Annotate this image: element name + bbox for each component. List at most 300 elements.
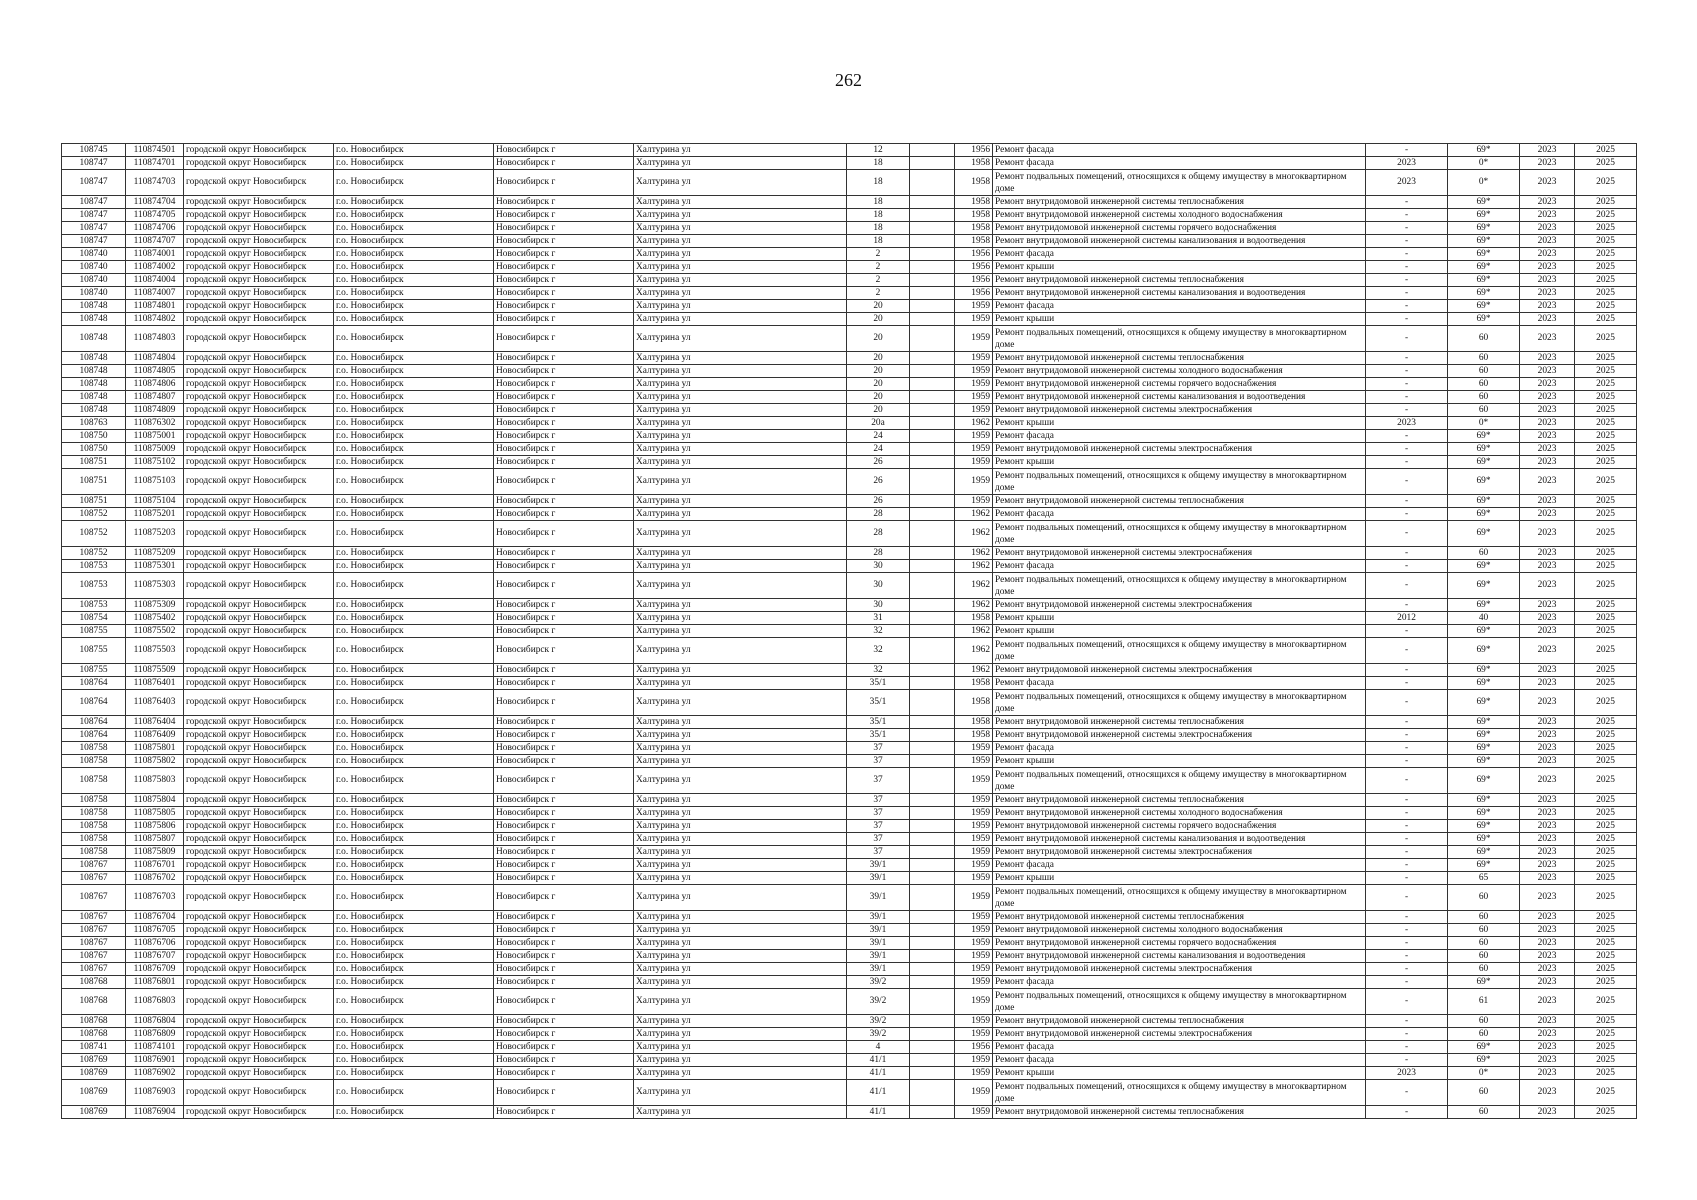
wear-value-cell: 60 — [1448, 352, 1520, 365]
house-number-cell: 41/1 — [847, 1067, 910, 1080]
plan-end-cell: 2025 — [1575, 352, 1637, 365]
house-number-cell: 24 — [847, 443, 910, 456]
district-cell: городской округ Новосибирск — [184, 352, 334, 365]
plan-start-cell: 2023 — [1520, 144, 1575, 157]
table-row — [62, 391, 1637, 404]
plan-end-cell: 2025 — [1575, 755, 1637, 768]
plan-end-cell: 2025 — [1575, 404, 1637, 417]
plan-start-cell: 2023 — [1520, 1080, 1575, 1106]
plan-end-cell: 2025 — [1575, 742, 1637, 755]
municipality-cell: г.о. Новосибирск — [334, 638, 494, 664]
city-cell: Новосибирск г — [494, 690, 634, 716]
table-row — [62, 560, 1637, 573]
wear-value-cell: 69* — [1448, 573, 1520, 599]
empty-cell — [910, 300, 955, 313]
empty-cell — [910, 508, 955, 521]
build-year-cell: 1956 — [955, 144, 993, 157]
last-repair-year-cell: - — [1366, 794, 1448, 807]
plan-start-cell: 2023 — [1520, 1106, 1575, 1119]
building-id-cell: 108752 — [62, 521, 126, 547]
house-number-cell: 20 — [847, 326, 910, 352]
wear-value-cell: 69* — [1448, 495, 1520, 508]
city-cell: Новосибирск г — [494, 924, 634, 937]
work-code-cell: 110874806 — [126, 378, 184, 391]
street-cell: Халтурина ул — [634, 404, 847, 417]
plan-start-cell: 2023 — [1520, 222, 1575, 235]
empty-cell — [910, 547, 955, 560]
build-year-cell: 1959 — [955, 1015, 993, 1028]
plan-end-cell: 2025 — [1575, 1106, 1637, 1119]
house-number-cell: 32 — [847, 638, 910, 664]
last-repair-year-cell: - — [1366, 209, 1448, 222]
work-code-cell: 110875301 — [126, 560, 184, 573]
build-year-cell: 1958 — [955, 612, 993, 625]
house-number-cell: 18 — [847, 222, 910, 235]
district-cell: городской округ Новосибирск — [184, 287, 334, 300]
empty-cell — [910, 209, 955, 222]
build-year-cell: 1959 — [955, 820, 993, 833]
plan-end-cell: 2025 — [1575, 937, 1637, 950]
work-code-cell: 110876403 — [126, 690, 184, 716]
district-cell: городской округ Новосибирск — [184, 924, 334, 937]
district-cell: городской округ Новосибирск — [184, 885, 334, 911]
wear-value-cell: 60 — [1448, 326, 1520, 352]
wear-value-cell: 69* — [1448, 209, 1520, 222]
street-cell: Халтурина ул — [634, 599, 847, 612]
municipality-cell: г.о. Новосибирск — [334, 625, 494, 638]
district-cell: городской округ Новосибирск — [184, 755, 334, 768]
house-number-cell: 37 — [847, 742, 910, 755]
plan-start-cell: 2023 — [1520, 599, 1575, 612]
work-code-cell: 110876401 — [126, 677, 184, 690]
plan-end-cell: 2025 — [1575, 820, 1637, 833]
plan-start-cell: 2023 — [1520, 547, 1575, 560]
municipality-cell: г.о. Новосибирск — [334, 911, 494, 924]
work-code-cell: 110876902 — [126, 1067, 184, 1080]
empty-cell — [910, 833, 955, 846]
city-cell: Новосибирск г — [494, 495, 634, 508]
work-type-cell: Ремонт внутридомовой инженерной системы электроснабжения — [993, 599, 1366, 612]
work-type-cell: Ремонт фасада — [993, 430, 1366, 443]
work-type-cell: Ремонт внутридомовой инженерной системы теплоснабжения — [993, 716, 1366, 729]
table-row — [62, 196, 1637, 209]
city-cell: Новосибирск г — [494, 222, 634, 235]
building-id-cell: 108767 — [62, 950, 126, 963]
build-year-cell: 1959 — [955, 1067, 993, 1080]
city-cell: Новосибирск г — [494, 859, 634, 872]
empty-cell — [910, 963, 955, 976]
work-code-cell: 110876703 — [126, 885, 184, 911]
municipality-cell: г.о. Новосибирск — [334, 872, 494, 885]
street-cell: Халтурина ул — [634, 1067, 847, 1080]
work-type-cell: Ремонт фасада — [993, 157, 1366, 170]
city-cell: Новосибирск г — [494, 872, 634, 885]
empty-cell — [910, 937, 955, 950]
house-number-cell: 41/1 — [847, 1054, 910, 1067]
city-cell: Новосибирск г — [494, 768, 634, 794]
plan-start-cell: 2023 — [1520, 352, 1575, 365]
table-row — [62, 443, 1637, 456]
work-type-cell: Ремонт внутридомовой инженерной системы электроснабжения — [993, 404, 1366, 417]
city-cell: Новосибирск г — [494, 209, 634, 222]
plan-end-cell: 2025 — [1575, 924, 1637, 937]
plan-start-cell: 2023 — [1520, 209, 1575, 222]
plan-end-cell: 2025 — [1575, 638, 1637, 664]
table-body — [62, 144, 1637, 1119]
wear-value-cell: 60 — [1448, 924, 1520, 937]
city-cell: Новосибирск г — [494, 573, 634, 599]
municipality-cell: г.о. Новосибирск — [334, 443, 494, 456]
street-cell: Халтурина ул — [634, 937, 847, 950]
street-cell: Халтурина ул — [634, 1106, 847, 1119]
municipality-cell: г.о. Новосибирск — [334, 1067, 494, 1080]
build-year-cell: 1959 — [955, 404, 993, 417]
work-code-cell: 110876706 — [126, 937, 184, 950]
last-repair-year-cell: - — [1366, 391, 1448, 404]
build-year-cell: 1956 — [955, 274, 993, 287]
municipality-cell: г.о. Новосибирск — [334, 1080, 494, 1106]
municipality-cell: г.о. Новосибирск — [334, 612, 494, 625]
building-id-cell: 108740 — [62, 248, 126, 261]
plan-start-cell: 2023 — [1520, 1028, 1575, 1041]
work-code-cell: 110875509 — [126, 664, 184, 677]
work-type-cell: Ремонт фасада — [993, 677, 1366, 690]
plan-start-cell: 2023 — [1520, 300, 1575, 313]
plan-start-cell: 2023 — [1520, 716, 1575, 729]
plan-end-cell: 2025 — [1575, 833, 1637, 846]
city-cell: Новосибирск г — [494, 547, 634, 560]
city-cell: Новосибирск г — [494, 326, 634, 352]
district-cell: городской округ Новосибирск — [184, 261, 334, 274]
city-cell: Новосибирск г — [494, 248, 634, 261]
work-type-cell: Ремонт внутридомовой инженерной системы электроснабжения — [993, 963, 1366, 976]
work-type-cell: Ремонт фасада — [993, 1054, 1366, 1067]
city-cell: Новосибирск г — [494, 1080, 634, 1106]
plan-start-cell: 2023 — [1520, 638, 1575, 664]
municipality-cell: г.о. Новосибирск — [334, 170, 494, 196]
district-cell: городской округ Новосибирск — [184, 443, 334, 456]
municipality-cell: г.о. Новосибирск — [334, 456, 494, 469]
street-cell: Халтурина ул — [634, 560, 847, 573]
district-cell: городской округ Новосибирск — [184, 313, 334, 326]
last-repair-year-cell: - — [1366, 443, 1448, 456]
wear-value-cell: 69* — [1448, 560, 1520, 573]
municipality-cell: г.о. Новосибирск — [334, 417, 494, 430]
district-cell: городской округ Новосибирск — [184, 404, 334, 417]
plan-end-cell: 2025 — [1575, 261, 1637, 274]
wear-value-cell: 60 — [1448, 911, 1520, 924]
plan-start-cell: 2023 — [1520, 677, 1575, 690]
district-cell: городской округ Новосибирск — [184, 235, 334, 248]
building-id-cell: 108750 — [62, 430, 126, 443]
empty-cell — [910, 911, 955, 924]
street-cell: Халтурина ул — [634, 846, 847, 859]
building-id-cell: 108755 — [62, 625, 126, 638]
house-number-cell: 30 — [847, 599, 910, 612]
build-year-cell: 1959 — [955, 378, 993, 391]
municipality-cell: г.о. Новосибирск — [334, 950, 494, 963]
empty-cell — [910, 274, 955, 287]
building-id-cell: 108758 — [62, 833, 126, 846]
empty-cell — [910, 430, 955, 443]
table-row — [62, 508, 1637, 521]
wear-value-cell: 69* — [1448, 235, 1520, 248]
plan-start-cell: 2023 — [1520, 560, 1575, 573]
municipality-cell: г.о. Новосибирск — [334, 391, 494, 404]
city-cell: Новосибирск г — [494, 521, 634, 547]
empty-cell — [910, 599, 955, 612]
empty-cell — [910, 677, 955, 690]
city-cell: Новосибирск г — [494, 1106, 634, 1119]
plan-end-cell: 2025 — [1575, 1080, 1637, 1106]
table-row — [62, 352, 1637, 365]
wear-value-cell: 69* — [1448, 846, 1520, 859]
plan-end-cell: 2025 — [1575, 573, 1637, 599]
build-year-cell: 1959 — [955, 1054, 993, 1067]
work-type-cell: Ремонт внутридомовой инженерной системы электроснабжения — [993, 443, 1366, 456]
district-cell: городской округ Новосибирск — [184, 521, 334, 547]
empty-cell — [910, 664, 955, 677]
last-repair-year-cell: - — [1366, 872, 1448, 885]
work-code-cell: 110874007 — [126, 287, 184, 300]
table-row — [62, 261, 1637, 274]
table-row — [62, 976, 1637, 989]
last-repair-year-cell: - — [1366, 261, 1448, 274]
build-year-cell: 1958 — [955, 235, 993, 248]
house-number-cell: 2 — [847, 274, 910, 287]
work-type-cell: Ремонт внутридомовой инженерной системы электроснабжения — [993, 846, 1366, 859]
municipality-cell: г.о. Новосибирск — [334, 157, 494, 170]
plan-end-cell: 2025 — [1575, 677, 1637, 690]
empty-cell — [910, 690, 955, 716]
wear-value-cell: 0* — [1448, 417, 1520, 430]
house-number-cell: 37 — [847, 794, 910, 807]
municipality-cell: г.о. Новосибирск — [334, 521, 494, 547]
building-id-cell: 108740 — [62, 261, 126, 274]
city-cell: Новосибирск г — [494, 352, 634, 365]
plan-end-cell: 2025 — [1575, 859, 1637, 872]
building-id-cell: 108750 — [62, 443, 126, 456]
city-cell: Новосибирск г — [494, 365, 634, 378]
district-cell: городской округ Новосибирск — [184, 989, 334, 1015]
plan-end-cell: 2025 — [1575, 469, 1637, 495]
street-cell: Халтурина ул — [634, 274, 847, 287]
house-number-cell: 20 — [847, 352, 910, 365]
work-code-cell: 110875801 — [126, 742, 184, 755]
house-number-cell: 20 — [847, 365, 910, 378]
last-repair-year-cell: - — [1366, 859, 1448, 872]
wear-value-cell: 69* — [1448, 859, 1520, 872]
empty-cell — [910, 287, 955, 300]
work-code-cell: 110874804 — [126, 352, 184, 365]
wear-value-cell: 65 — [1448, 872, 1520, 885]
work-code-cell: 110876709 — [126, 963, 184, 976]
work-type-cell: Ремонт внутридомовой инженерной системы холодного водоснабжения — [993, 209, 1366, 222]
work-code-cell: 110875807 — [126, 833, 184, 846]
street-cell: Халтурина ул — [634, 1080, 847, 1106]
last-repair-year-cell: - — [1366, 274, 1448, 287]
work-code-cell: 110875303 — [126, 573, 184, 599]
house-number-cell: 28 — [847, 521, 910, 547]
wear-value-cell: 60 — [1448, 950, 1520, 963]
table-row — [62, 846, 1637, 859]
building-id-cell: 108754 — [62, 612, 126, 625]
building-id-cell: 108753 — [62, 560, 126, 573]
city-cell: Новосибирск г — [494, 1067, 634, 1080]
city-cell: Новосибирск г — [494, 729, 634, 742]
building-id-cell: 108748 — [62, 352, 126, 365]
plan-end-cell: 2025 — [1575, 716, 1637, 729]
city-cell: Новосибирск г — [494, 664, 634, 677]
build-year-cell: 1962 — [955, 599, 993, 612]
building-id-cell: 108747 — [62, 209, 126, 222]
table-row — [62, 1054, 1637, 1067]
house-number-cell: 37 — [847, 768, 910, 794]
work-type-cell: Ремонт внутридомовой инженерной системы теплоснабжения — [993, 1106, 1366, 1119]
build-year-cell: 1962 — [955, 547, 993, 560]
plan-start-cell: 2023 — [1520, 326, 1575, 352]
build-year-cell: 1958 — [955, 157, 993, 170]
municipality-cell: г.о. Новосибирск — [334, 963, 494, 976]
empty-cell — [910, 638, 955, 664]
building-id-cell: 108748 — [62, 365, 126, 378]
municipality-cell: г.о. Новосибирск — [334, 833, 494, 846]
plan-start-cell: 2023 — [1520, 612, 1575, 625]
build-year-cell: 1959 — [955, 755, 993, 768]
house-number-cell: 24 — [847, 430, 910, 443]
plan-end-cell: 2025 — [1575, 729, 1637, 742]
wear-value-cell: 69* — [1448, 456, 1520, 469]
empty-cell — [910, 222, 955, 235]
city-cell: Новосибирск г — [494, 976, 634, 989]
plan-end-cell: 2025 — [1575, 196, 1637, 209]
street-cell: Халтурина ул — [634, 573, 847, 599]
work-type-cell: Ремонт внутридомовой инженерной системы электроснабжения — [993, 547, 1366, 560]
building-id-cell: 108758 — [62, 820, 126, 833]
building-id-cell: 108752 — [62, 508, 126, 521]
last-repair-year-cell: - — [1366, 690, 1448, 716]
street-cell: Халтурина ул — [634, 365, 847, 378]
municipality-cell: г.о. Новосибирск — [334, 937, 494, 950]
work-code-cell: 110875806 — [126, 820, 184, 833]
building-id-cell: 108751 — [62, 495, 126, 508]
municipality-cell: г.о. Новосибирск — [334, 404, 494, 417]
build-year-cell: 1962 — [955, 560, 993, 573]
build-year-cell: 1956 — [955, 248, 993, 261]
street-cell: Халтурина ул — [634, 950, 847, 963]
plan-start-cell: 2023 — [1520, 521, 1575, 547]
last-repair-year-cell: - — [1366, 144, 1448, 157]
build-year-cell: 1959 — [955, 989, 993, 1015]
build-year-cell: 1959 — [955, 937, 993, 950]
work-code-cell: 110874703 — [126, 170, 184, 196]
work-type-cell: Ремонт внутридомовой инженерной системы горячего водоснабжения — [993, 820, 1366, 833]
last-repair-year-cell: - — [1366, 248, 1448, 261]
plan-end-cell: 2025 — [1575, 794, 1637, 807]
work-code-cell: 110875201 — [126, 508, 184, 521]
district-cell: городской округ Новосибирск — [184, 976, 334, 989]
build-year-cell: 1959 — [955, 768, 993, 794]
municipality-cell: г.о. Новосибирск — [334, 573, 494, 599]
building-id-cell: 108768 — [62, 976, 126, 989]
district-cell: городской округ Новосибирск — [184, 1015, 334, 1028]
street-cell: Халтурина ул — [634, 378, 847, 391]
district-cell: городской округ Новосибирск — [184, 365, 334, 378]
build-year-cell: 1959 — [955, 859, 993, 872]
work-code-cell: 110875203 — [126, 521, 184, 547]
house-number-cell: 39/1 — [847, 911, 910, 924]
table-row — [62, 911, 1637, 924]
last-repair-year-cell: - — [1366, 1054, 1448, 1067]
house-number-cell: 41/1 — [847, 1106, 910, 1119]
work-type-cell: Ремонт фасада — [993, 508, 1366, 521]
empty-cell — [910, 625, 955, 638]
empty-cell — [910, 924, 955, 937]
house-number-cell: 26 — [847, 456, 910, 469]
street-cell: Халтурина ул — [634, 976, 847, 989]
build-year-cell: 1959 — [955, 911, 993, 924]
plan-start-cell: 2023 — [1520, 1041, 1575, 1054]
building-id-cell: 108769 — [62, 1067, 126, 1080]
table-row — [62, 1015, 1637, 1028]
plan-start-cell: 2023 — [1520, 469, 1575, 495]
building-id-cell: 108753 — [62, 599, 126, 612]
page-number: 262 — [835, 70, 862, 90]
street-cell: Халтурина ул — [634, 443, 847, 456]
work-type-cell: Ремонт крыши — [993, 261, 1366, 274]
plan-start-cell: 2023 — [1520, 911, 1575, 924]
plan-end-cell: 2025 — [1575, 443, 1637, 456]
city-cell: Новосибирск г — [494, 820, 634, 833]
work-code-cell: 110874802 — [126, 313, 184, 326]
city-cell: Новосибирск г — [494, 456, 634, 469]
wear-value-cell: 69* — [1448, 313, 1520, 326]
build-year-cell: 1959 — [955, 443, 993, 456]
house-number-cell: 37 — [847, 846, 910, 859]
build-year-cell: 1958 — [955, 690, 993, 716]
work-type-cell: Ремонт крыши — [993, 1067, 1366, 1080]
table-row — [62, 144, 1637, 157]
build-year-cell: 1962 — [955, 664, 993, 677]
building-id-cell: 108747 — [62, 170, 126, 196]
plan-start-cell: 2023 — [1520, 768, 1575, 794]
street-cell: Халтурина ул — [634, 469, 847, 495]
plan-start-cell: 2023 — [1520, 1015, 1575, 1028]
district-cell: городской округ Новосибирск — [184, 690, 334, 716]
building-id-cell: 108758 — [62, 807, 126, 820]
building-id-cell: 108758 — [62, 794, 126, 807]
work-code-cell: 110875309 — [126, 599, 184, 612]
plan-end-cell: 2025 — [1575, 417, 1637, 430]
empty-cell — [910, 235, 955, 248]
plan-start-cell: 2023 — [1520, 885, 1575, 911]
city-cell: Новосибирск г — [494, 404, 634, 417]
empty-cell — [910, 417, 955, 430]
street-cell: Халтурина ул — [634, 1028, 847, 1041]
building-id-cell: 108741 — [62, 1041, 126, 1054]
last-repair-year-cell: 2023 — [1366, 170, 1448, 196]
build-year-cell: 1959 — [955, 833, 993, 846]
table-row — [62, 885, 1637, 911]
city-cell: Новосибирск г — [494, 469, 634, 495]
municipality-cell: г.о. Новосибирск — [334, 378, 494, 391]
house-number-cell: 18 — [847, 170, 910, 196]
plan-end-cell: 2025 — [1575, 274, 1637, 287]
work-type-cell: Ремонт подвальных помещений, относящихся к общему имуществу в многоквартирном доме — [993, 326, 1366, 352]
last-repair-year-cell: - — [1366, 885, 1448, 911]
wear-value-cell: 69* — [1448, 755, 1520, 768]
plan-end-cell: 2025 — [1575, 807, 1637, 820]
